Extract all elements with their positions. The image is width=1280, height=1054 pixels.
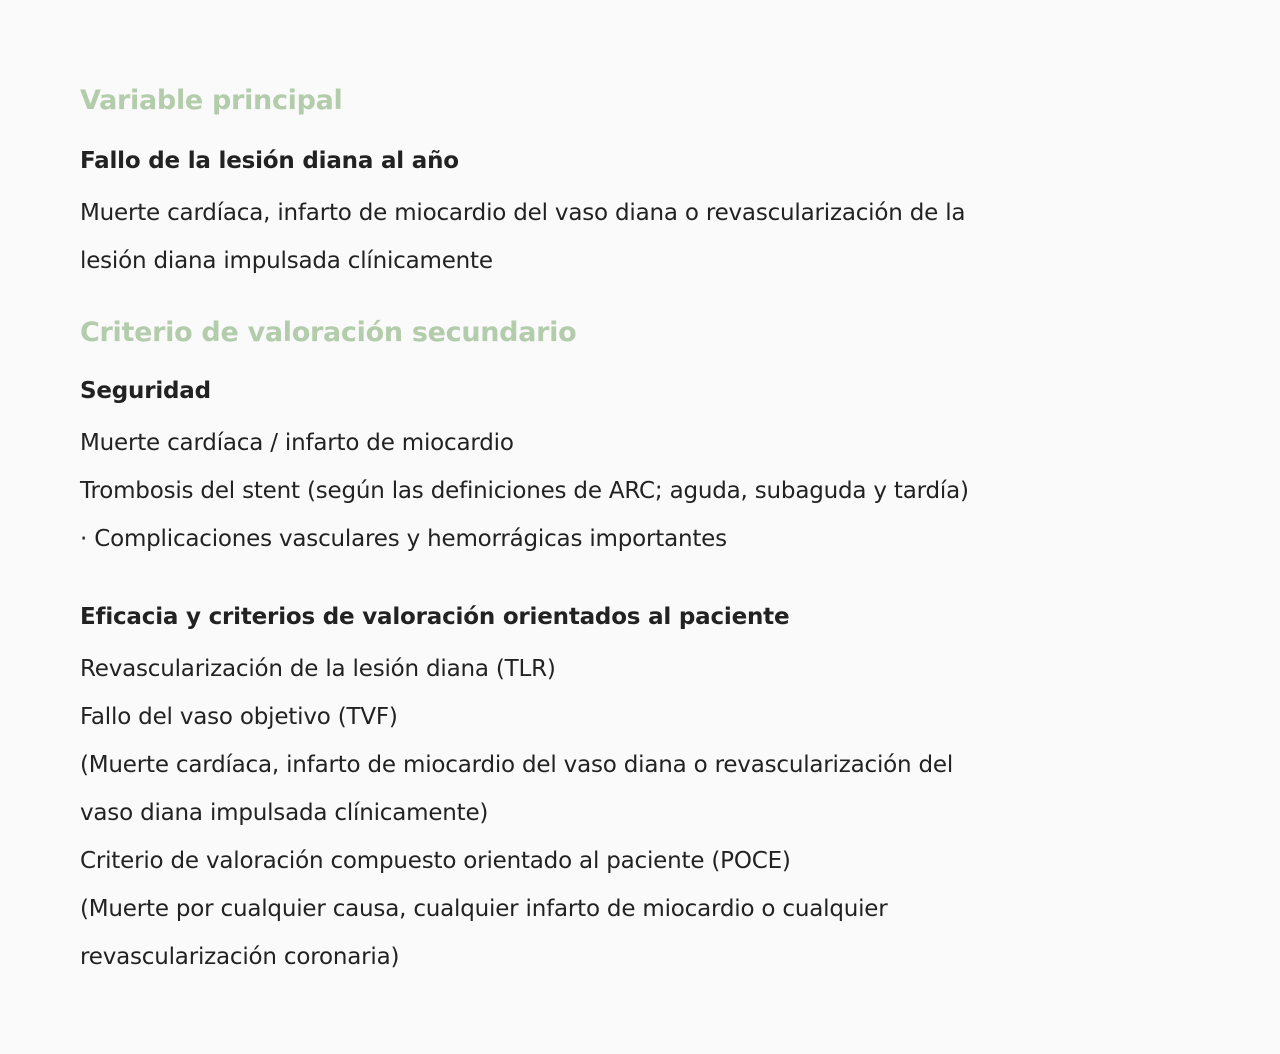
efficacy-subheading: Eficacia y criterios de valoración orientados al paciente [80, 604, 790, 630]
list-item: · Complicaciones vasculares y hemorrágicas importantes [80, 526, 727, 552]
safety-subheading: Seguridad [80, 378, 211, 404]
list-item: Criterio de valoración compuesto orientado al paciente (POCE) [80, 848, 791, 874]
list-item: vaso diana impulsada clínicamente) [80, 800, 489, 826]
list-item: Fallo del vaso objetivo (TVF) [80, 704, 398, 730]
efficacy-list [80, 645, 953, 981]
primary-endpoint-subheading: Fallo de la lesión diana al año [80, 148, 459, 174]
list-item: (Muerte por cualquier causa, cualquier infarto de miocardio o cualquier [80, 896, 888, 922]
text-line: Muerte cardíaca, infarto de miocardio del vaso diana o revascularización de la [80, 200, 966, 226]
secondary-endpoint-title: Criterio de valoración secundario [80, 317, 577, 348]
list-item: Trombosis del stent (según las definiciones de ARC; aguda, subaguda y tardía) [80, 478, 969, 504]
text-line: lesión diana impulsada clínicamente [80, 248, 493, 274]
list-item: Muerte cardíaca / infarto de miocardio [80, 430, 514, 456]
list-item: Revascularización de la lesión diana (TLR) [80, 656, 556, 682]
primary-endpoint-description [80, 189, 965, 285]
primary-endpoint-title: Variable principal [80, 85, 343, 116]
list-item: revascularización coronaria) [80, 944, 400, 970]
list-item: (Muerte cardíaca, infarto de miocardio del vaso diana o revascularización del [80, 752, 954, 778]
safety-list [80, 419, 969, 563]
